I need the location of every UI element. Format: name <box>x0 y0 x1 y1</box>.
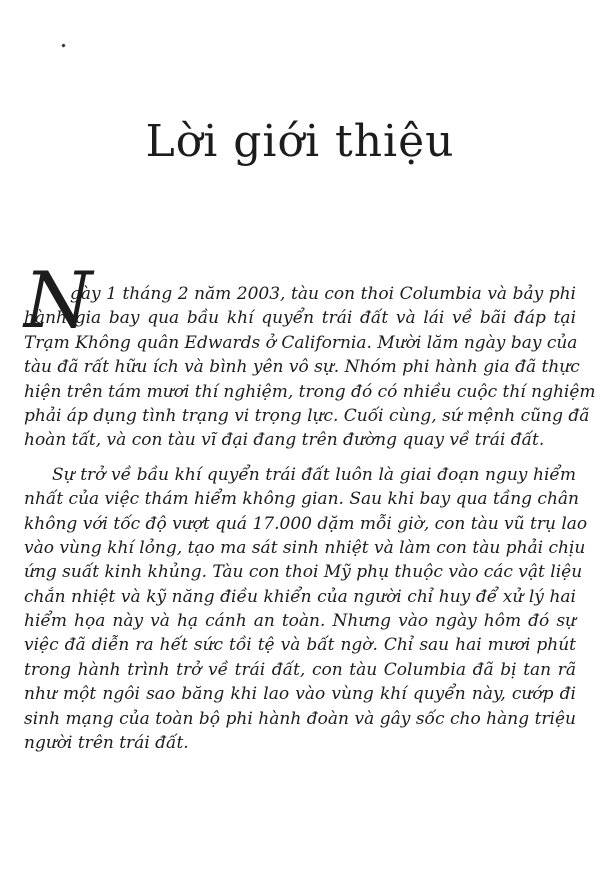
print-mark <box>61 43 65 47</box>
text-line: hoàn tất, và con tàu vĩ đại đang trên đường quay về trái đất. <box>24 430 545 451</box>
text-line: ứng suất kinh khủng. Tàu con thoi Mỹ phụ thuộc vào các vật liệu <box>24 562 583 583</box>
text-line: vào vùng khí lỏng, tạo ma sát sinh nhiệt và làm con tàu phải chịu <box>24 537 586 558</box>
chapter-title: Lời giới thiệu <box>145 116 455 167</box>
text-line: tàu đã rất hữu ích và bình yên vô sự. Nhóm phi hành gia đã thực <box>24 357 580 378</box>
text-line: sinh mạng của toàn bộ phi hành đoàn và gây sốc cho hàng triệu <box>24 708 576 729</box>
body-text <box>24 282 596 755</box>
text-line: hành gia bay qua bầu khí quyển trái đất và lái về bãi đáp tại <box>24 308 576 329</box>
text-line: hiểm họa này và hạ cánh an toàn. Nhưng vào ngày hôm đó sự <box>24 611 576 632</box>
text-line: việc đã diễn ra hết sức tồi tệ và bất ngờ. Chỉ sau hai mươi phút <box>24 635 576 656</box>
text-line: Sự trở về bầu khí quyển trái đất luôn là giai đoạn nguy hiểm <box>52 464 576 485</box>
text-line: như một ngôi sao băng khi lao vào vùng khí quyển này, cướp đi <box>24 684 576 705</box>
paragraph-1 <box>24 282 596 453</box>
text-line: gày 1 tháng 2 năm 2003, tàu con thoi Columbia và bảy phi <box>70 284 576 304</box>
drop-cap: N <box>24 256 93 346</box>
text-line: trong hành trình trở về trái đất, con tàu Columbia đã bị tan rã <box>24 659 576 680</box>
paragraph-2 <box>24 463 588 756</box>
text-line: Trạm Không quân Edwards ở California. Mười lăm ngày bay của <box>24 332 578 353</box>
text-line: hiện trên tám mươi thí nghiệm, trong đó có nhiều cuộc thí nghiệm <box>24 381 596 402</box>
text-line: không với tốc độ vượt quá 17.000 dặm mỗi giờ, con tàu vũ trụ lao <box>24 513 588 534</box>
text-line: chắn nhiệt và kỹ năng điều khiển của người chỉ huy để xử lý hai <box>24 586 576 607</box>
text-line: nhất của việc thám hiểm không gian. Sau khi bay qua tầng chân <box>24 489 579 510</box>
text-line: phải áp dụng tình trạng vi trọng lực. Cuối cùng, sứ mệnh cũng đã <box>24 405 590 426</box>
text-line: người trên trái đất. <box>24 733 189 754</box>
